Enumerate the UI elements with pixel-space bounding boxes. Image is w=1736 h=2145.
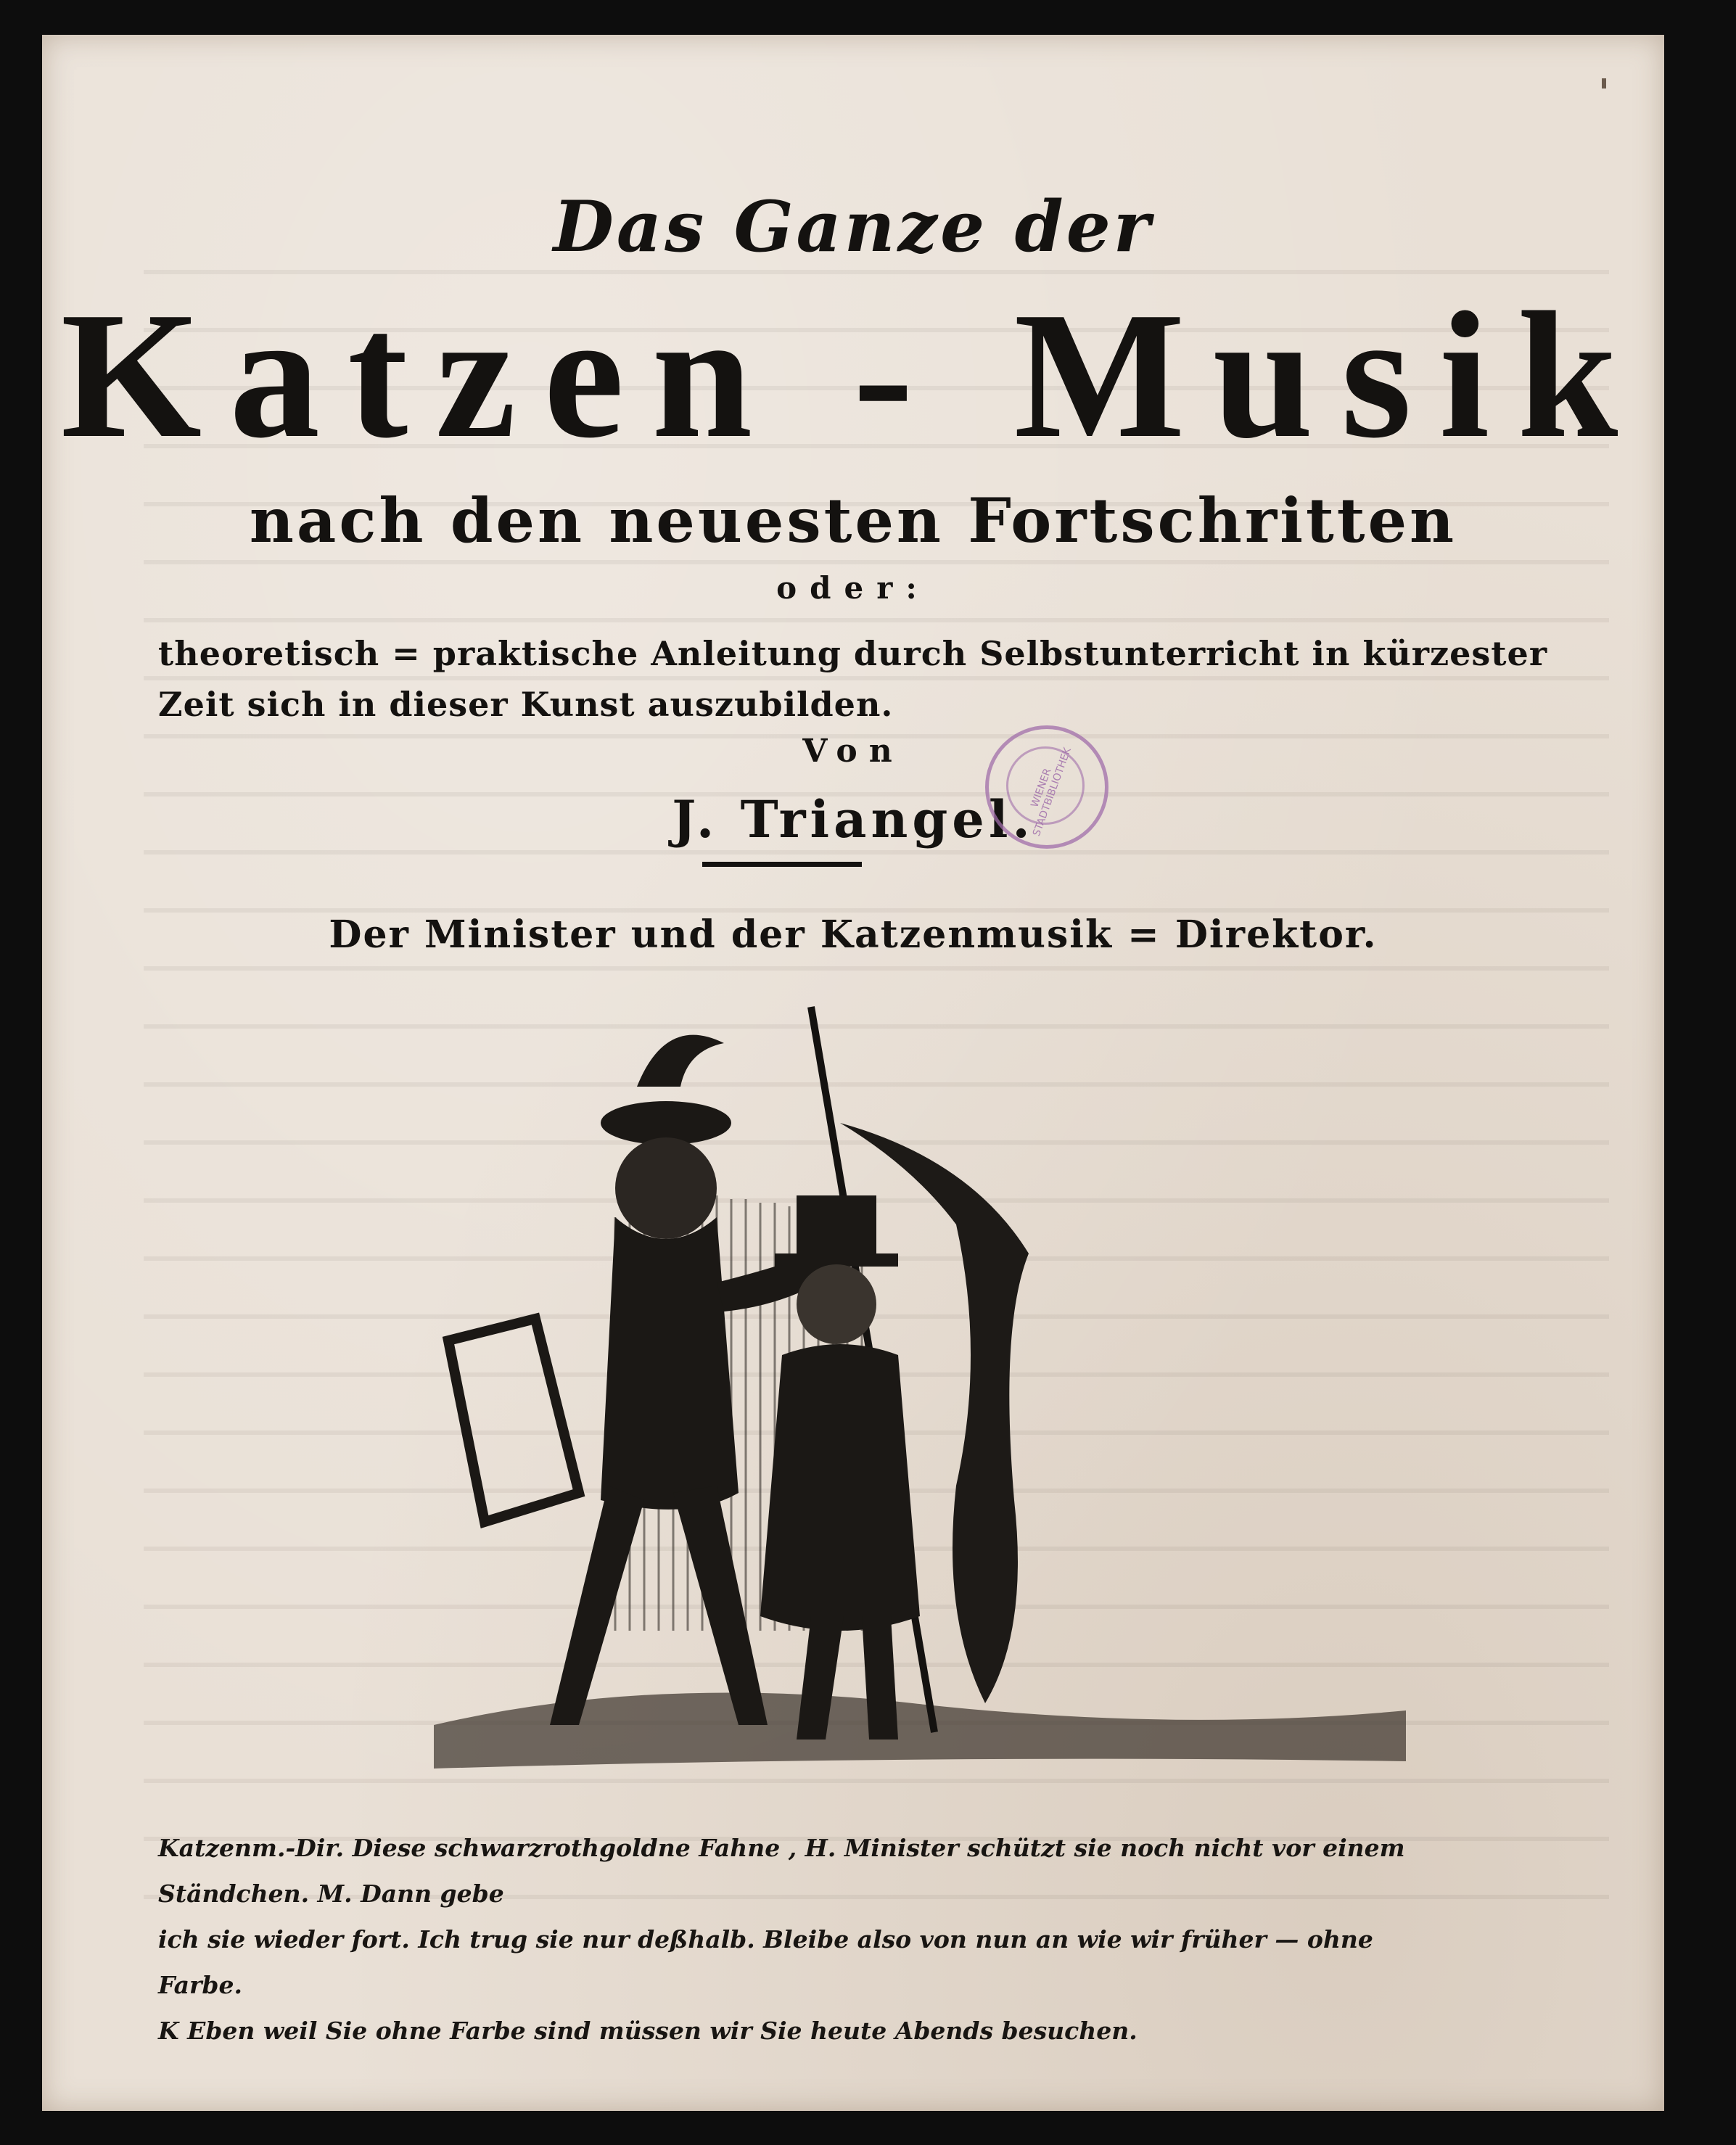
subtitle: nach den neuesten Fortschritten <box>249 485 1457 556</box>
dialogue-line-3: K Eben weil Sie ohne Farbe sind müssen wir Sie heute Abends besuchen. <box>158 2017 1138 2045</box>
main-title: Katzen - Musik <box>60 275 1646 476</box>
description: theoretisch = praktische Anleitung durch Selbstunterricht in kürzester Zeit sich in dieser Kunst auszubilden. <box>158 634 1548 724</box>
stamp-text: WIENER STADTBIBLIOTHEK <box>1029 746 1074 838</box>
divider-rule <box>702 862 862 867</box>
woodcut-illustration <box>434 978 1406 1819</box>
dialogue-caption <box>158 1825 1420 2054</box>
title-line-1: Das Ganze der <box>553 186 1153 268</box>
pamphlet-page <box>42 35 1664 2111</box>
library-stamp <box>985 725 1108 849</box>
dialogue-line-1: Katzenm.-Dir. Diese schwarzrothgoldne Fahne , H. Minister schützt sie noch nicht vor einem Ständchen. M. Dann gebe <box>158 1834 1405 1908</box>
von-label: Von <box>802 733 904 770</box>
illustration-title: Der Minister und der Katzenmusik = Direktor. <box>329 913 1378 957</box>
dialogue-line-2: ich sie wieder fort. Ich trug sie nur deßhalb. Bleibe also von nun an wie wir früher — ohne Farbe. <box>158 1925 1373 1999</box>
page-mark <box>1602 78 1606 88</box>
oder-label: oder: <box>776 570 930 606</box>
author-name: J. Triangel. <box>672 789 1034 849</box>
